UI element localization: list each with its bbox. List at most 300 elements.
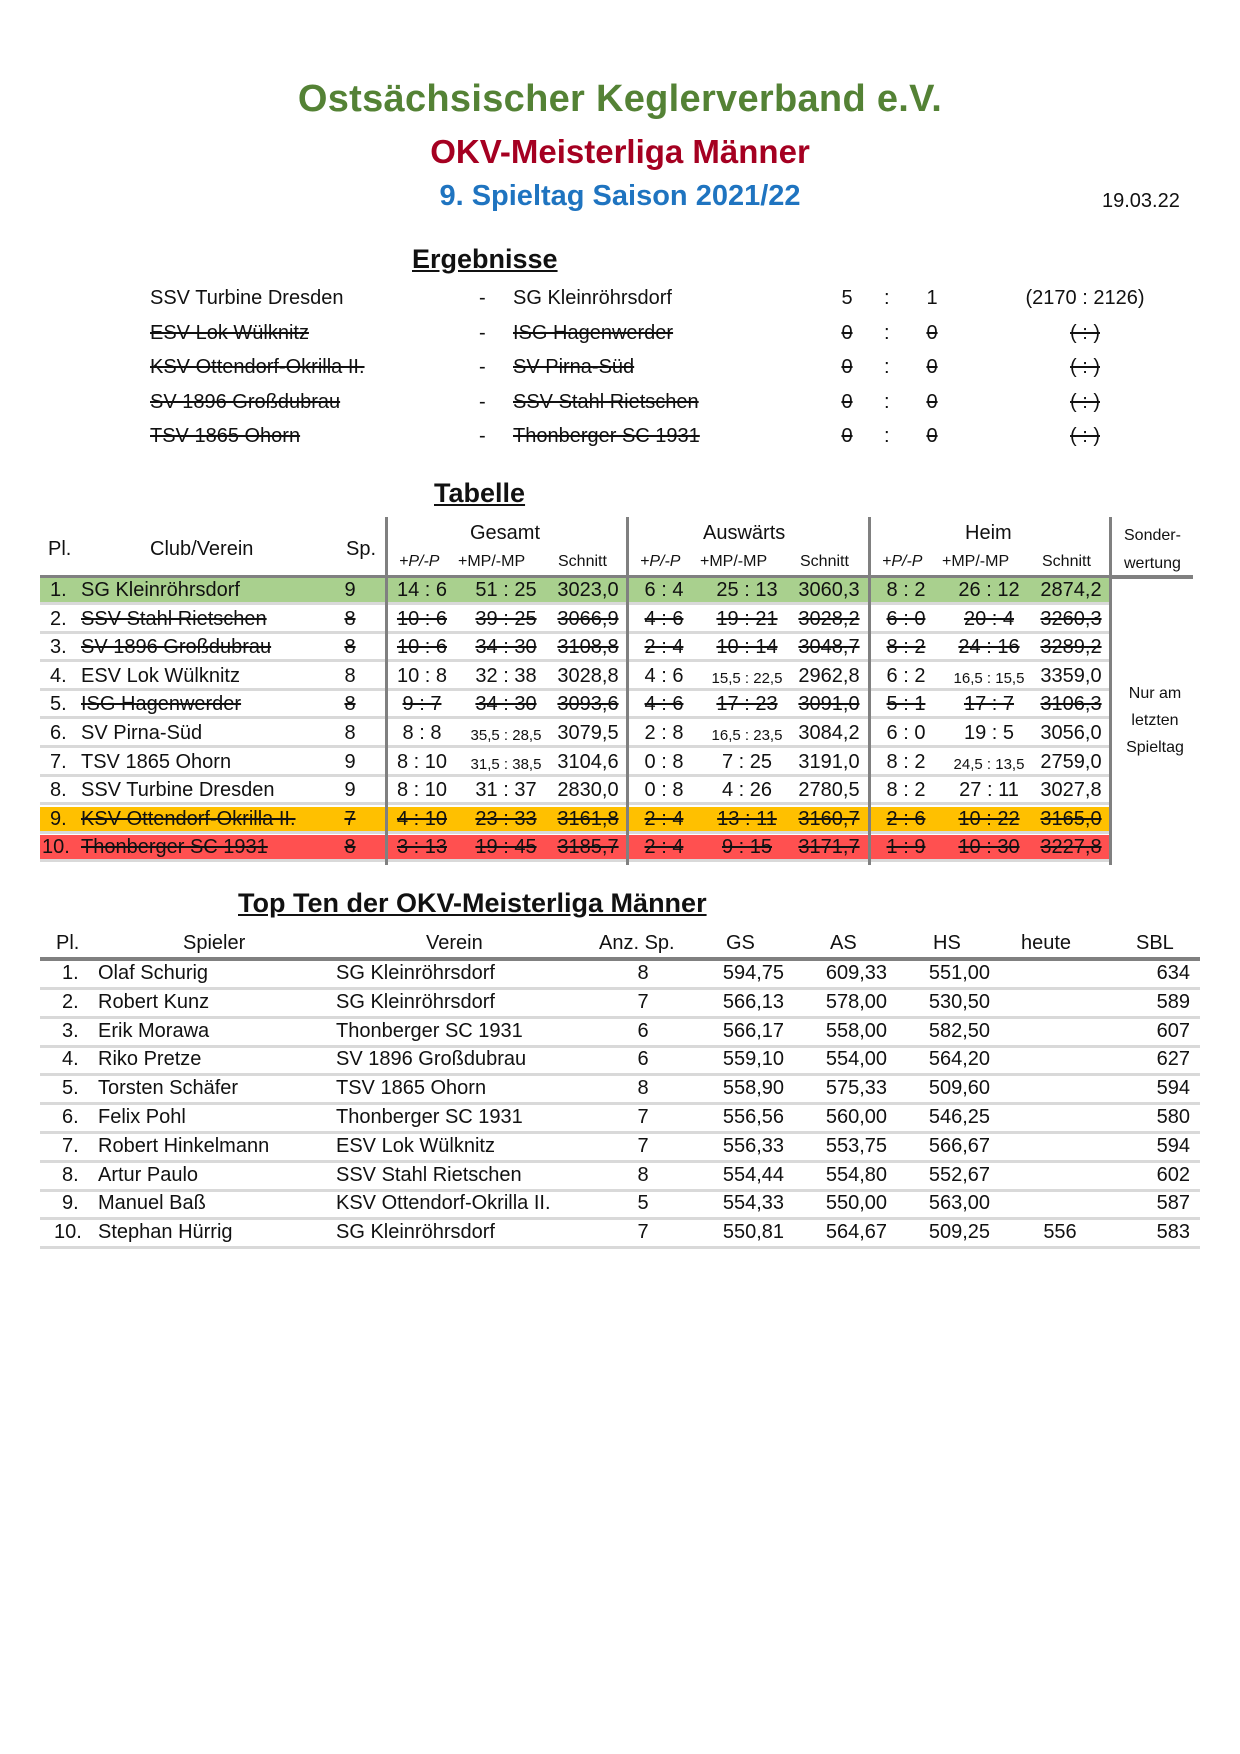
player-sbl: 594 xyxy=(1156,1077,1190,1100)
col-gesamt: Gesamt xyxy=(470,522,541,544)
home-team: KSV Ottendorf-Okrilla II. xyxy=(150,356,365,378)
home-score: 0 xyxy=(841,356,853,378)
cell-a-s: 3191,0 xyxy=(798,750,860,773)
cell-h-p: 2 : 6 xyxy=(886,807,926,830)
player-as: 609,33 xyxy=(825,962,887,984)
club-name: Thonberger SC 1931 xyxy=(81,836,268,859)
cell-a-p: 6 : 4 xyxy=(644,579,684,601)
club-name: SV 1896 Großdubrau xyxy=(81,636,272,659)
rank: 1. xyxy=(50,579,67,601)
cell-a-p: 2 : 8 xyxy=(644,722,684,744)
cell-g-mp: 31,5 : 38,5 xyxy=(470,755,542,773)
home-team: TSV 1865 Ohorn xyxy=(150,425,301,447)
player-rank: 1. xyxy=(62,962,79,984)
sonder-note-line: letzten xyxy=(1131,712,1179,729)
standings-row xyxy=(40,835,1109,862)
player-hs: 509,60 xyxy=(928,1077,990,1100)
player-rank: 8. xyxy=(62,1163,79,1186)
cell-a-p: 0 : 8 xyxy=(644,750,684,773)
club-name: SG Kleinröhrsdorf xyxy=(81,579,240,601)
player-name: Robert Hinkelmann xyxy=(98,1134,270,1157)
cell-a-mp: 9 : 15 xyxy=(721,836,773,859)
cell-a-mp: 7 : 25 xyxy=(721,750,773,773)
result-row xyxy=(0,322,1240,356)
player-as: 550,00 xyxy=(825,1192,887,1215)
cell-g-s: 3108,8 xyxy=(557,636,619,659)
player-name: Riko Pretze xyxy=(98,1048,202,1071)
player-sbl: 587 xyxy=(1156,1192,1190,1215)
player-club: TSV 1865 Ohorn xyxy=(336,1077,487,1100)
cell-h-p: 8 : 2 xyxy=(886,636,926,659)
club-name: ESV Lok Wülknitz xyxy=(81,664,240,687)
col-heute: heute xyxy=(1021,932,1072,954)
player-games: 7 xyxy=(637,1134,649,1157)
player-club: SSV Stahl Rietschen xyxy=(336,1163,522,1186)
player-rank: 5. xyxy=(62,1077,79,1100)
cell-a-mp: 10 : 14 xyxy=(716,636,778,659)
col-pl: Pl. xyxy=(56,932,80,954)
cell-g-mp: 34 : 30 xyxy=(475,636,537,659)
games-played: 9 xyxy=(344,750,356,773)
cell-g-p: 10 : 6 xyxy=(396,607,448,630)
player-games: 5 xyxy=(637,1192,649,1215)
cell-h-mp: 20 : 4 xyxy=(963,607,1015,630)
cell-a-p: 4 : 6 xyxy=(644,664,684,687)
player-row xyxy=(40,1163,1200,1192)
player-games: 6 xyxy=(637,1019,649,1042)
rank: 9. xyxy=(50,807,67,830)
col-a-mp: +MP/-MP xyxy=(700,553,768,570)
rank: 7. xyxy=(50,750,67,773)
player-gs: 566,13 xyxy=(722,990,784,1013)
cell-g-p: 3 : 13 xyxy=(396,836,448,859)
col-hs: HS xyxy=(933,932,961,954)
standings-row xyxy=(40,607,1109,634)
player-sbl: 627 xyxy=(1156,1048,1190,1071)
away-score: 0 xyxy=(926,356,938,378)
player-name: Manuel Baß xyxy=(98,1192,206,1215)
cell-h-p: 5 : 1 xyxy=(886,693,926,716)
standings-row xyxy=(40,692,1109,719)
cell-a-s: 3171,7 xyxy=(798,836,860,859)
cell-a-mp: 15,5 : 22,5 xyxy=(711,669,783,687)
cell-h-p: 8 : 2 xyxy=(886,579,926,601)
player-hs: 552,67 xyxy=(928,1163,990,1186)
away-score: 0 xyxy=(926,390,938,413)
player-gs: 550,81 xyxy=(722,1221,784,1244)
player-gs: 554,44 xyxy=(722,1163,784,1186)
standings-row xyxy=(40,807,1109,834)
col-h-mp: +MP/-MP xyxy=(942,553,1010,570)
col-sbl: SBL xyxy=(1136,932,1174,954)
away-score: 0 xyxy=(926,425,938,447)
score-colon: : xyxy=(884,356,890,378)
topten-heading: Top Ten der OKV-Meisterliga Männer xyxy=(238,888,707,918)
standings-row xyxy=(40,664,1109,691)
player-as: 554,80 xyxy=(825,1163,887,1186)
player-row xyxy=(40,1047,1200,1076)
home-score: 0 xyxy=(841,321,853,344)
player-today: 556 xyxy=(1043,1221,1077,1244)
col-h-schnitt: Schnitt xyxy=(1042,553,1091,570)
club-name: ISG Hagenwerder xyxy=(81,693,242,716)
cell-a-s: 3091,0 xyxy=(798,693,860,716)
player-hs: 530,50 xyxy=(928,990,990,1013)
player-hs: 564,20 xyxy=(928,1048,990,1071)
player-games: 6 xyxy=(637,1048,649,1071)
player-sbl: 634 xyxy=(1156,962,1190,984)
cell-h-s: 3027,8 xyxy=(1040,779,1102,802)
player-sbl: 602 xyxy=(1156,1163,1190,1186)
rank: 2. xyxy=(50,607,67,630)
player-row xyxy=(40,1134,1200,1163)
away-score: 1 xyxy=(926,287,938,309)
pins-result: ( : ) xyxy=(1070,321,1100,344)
cell-h-s: 3106,3 xyxy=(1040,693,1102,716)
cell-a-mp: 16,5 : 23,5 xyxy=(711,727,783,744)
score-colon: : xyxy=(884,425,890,447)
player-club: Thonberger SC 1931 xyxy=(336,1019,523,1042)
table-heading: Tabelle xyxy=(434,478,526,508)
score-colon: : xyxy=(884,390,890,413)
player-sbl: 580 xyxy=(1156,1106,1190,1128)
cell-h-mp: 24 : 16 xyxy=(958,636,1020,659)
player-as: 578,00 xyxy=(825,990,887,1013)
player-club: ESV Lok Wülknitz xyxy=(336,1134,495,1157)
cell-a-mp: 17 : 23 xyxy=(716,693,778,716)
sonder-note-line: Spieltag xyxy=(1126,739,1184,756)
games-played: 8 xyxy=(344,722,356,744)
sonder-note-line: Nur am xyxy=(1128,685,1182,702)
col-anz: Anz. Sp. xyxy=(599,932,675,954)
col-as: AS xyxy=(830,932,857,954)
cell-g-s: 3093,6 xyxy=(557,693,619,716)
cell-h-p: 6 : 0 xyxy=(886,722,926,744)
cell-a-mp: 4 : 26 xyxy=(721,779,773,802)
result-row xyxy=(0,425,1240,459)
cell-g-s: 3023,0 xyxy=(557,579,619,601)
cell-g-s: 3028,8 xyxy=(557,664,619,687)
player-as: 553,75 xyxy=(825,1134,887,1157)
pins-result: ( : ) xyxy=(1070,425,1100,447)
cell-h-s: 3289,2 xyxy=(1040,636,1102,659)
player-as: 554,00 xyxy=(825,1048,887,1071)
match-separator: - xyxy=(479,390,486,413)
player-gs: 556,56 xyxy=(722,1106,784,1128)
player-gs: 556,33 xyxy=(722,1134,784,1157)
player-rank: 10. xyxy=(54,1221,82,1244)
cell-g-p: 8 : 8 xyxy=(402,722,442,744)
away-team: Thonberger SC 1931 xyxy=(513,425,700,447)
cell-h-s: 3056,0 xyxy=(1040,722,1102,744)
col-g-mp: +MP/-MP xyxy=(458,553,526,570)
cell-a-s: 3160,7 xyxy=(798,807,860,830)
standings-row xyxy=(40,635,1109,662)
sonder-note xyxy=(1112,680,1198,761)
result-row xyxy=(0,356,1240,390)
cell-g-p: 4 : 10 xyxy=(396,807,448,830)
cell-h-s: 3165,0 xyxy=(1040,807,1102,830)
pins-result: ( : ) xyxy=(1070,390,1100,413)
cell-g-mp: 31 : 37 xyxy=(475,779,537,802)
player-rank: 2. xyxy=(62,990,79,1013)
cell-a-p: 2 : 4 xyxy=(644,807,684,830)
standings-row xyxy=(40,721,1109,748)
home-score: 0 xyxy=(841,425,853,447)
match-separator: - xyxy=(479,425,486,447)
rank: 10. xyxy=(42,836,70,859)
player-name: Felix Pohl xyxy=(98,1106,186,1128)
cell-h-mp: 27 : 11 xyxy=(959,779,1019,802)
cell-h-mp: 17 : 7 xyxy=(963,693,1015,716)
col-club: Club/Verein xyxy=(150,538,254,560)
cell-h-mp: 19 : 5 xyxy=(963,722,1015,744)
player-row xyxy=(40,1076,1200,1105)
player-gs: 558,90 xyxy=(722,1077,784,1100)
cell-h-p: 8 : 2 xyxy=(886,750,926,773)
home-team: ESV Lok Wülknitz xyxy=(150,321,309,344)
cell-g-s: 2830,0 xyxy=(557,779,619,802)
score-colon: : xyxy=(884,321,890,344)
player-games: 8 xyxy=(637,1163,649,1186)
home-score: 5 xyxy=(841,287,853,309)
player-name: Olaf Schurig xyxy=(98,962,209,984)
cell-h-mp: 26 : 12 xyxy=(958,579,1020,601)
cell-a-s: 2962,8 xyxy=(798,664,860,687)
rank: 6. xyxy=(50,722,67,744)
games-played: 8 xyxy=(344,607,356,630)
cell-h-s: 3227,8 xyxy=(1040,836,1102,859)
player-rank: 9. xyxy=(62,1192,79,1215)
player-row xyxy=(40,1019,1200,1048)
divider-heim xyxy=(868,517,871,865)
rank: 5. xyxy=(50,693,67,716)
player-rank: 3. xyxy=(62,1019,79,1042)
cell-a-mp: 25 : 13 xyxy=(716,579,778,601)
player-sbl: 589 xyxy=(1156,990,1190,1013)
player-name: Stephan Hürrig xyxy=(98,1221,233,1244)
player-as: 575,33 xyxy=(825,1077,887,1100)
results-heading: Ergebnisse xyxy=(412,244,558,274)
cell-h-mp: 10 : 30 xyxy=(958,836,1020,859)
player-club: SG Kleinröhrsdorf xyxy=(336,990,495,1013)
player-rank: 7. xyxy=(62,1134,79,1157)
cell-a-s: 3028,2 xyxy=(798,607,860,630)
cell-a-mp: 19 : 21 xyxy=(716,607,778,630)
cell-a-s: 3048,7 xyxy=(798,636,860,659)
cell-a-s: 3060,3 xyxy=(798,579,860,601)
player-gs: 559,10 xyxy=(722,1048,784,1071)
cell-h-mp: 24,5 : 13,5 xyxy=(953,755,1025,773)
player-gs: 566,17 xyxy=(722,1019,784,1042)
away-team: SSV Stahl Rietschen xyxy=(513,390,699,413)
home-team: SSV Turbine Dresden xyxy=(150,287,344,309)
player-row xyxy=(40,1191,1200,1220)
cell-a-mp: 13 : 11 xyxy=(717,807,777,830)
pins-result: (2170 : 2126) xyxy=(1025,287,1145,309)
games-played: 9 xyxy=(344,579,356,601)
games-played: 8 xyxy=(344,664,356,687)
cell-g-s: 3104,6 xyxy=(557,750,619,773)
col-sp: Sp. xyxy=(346,538,377,560)
cell-g-s: 3066,9 xyxy=(557,607,619,630)
result-row xyxy=(0,287,1240,321)
player-sbl: 583 xyxy=(1156,1221,1190,1244)
cell-h-s: 2759,0 xyxy=(1040,750,1102,773)
player-rank: 4. xyxy=(62,1048,79,1071)
standings-row xyxy=(40,750,1109,777)
pins-result: ( : ) xyxy=(1070,356,1100,378)
away-score: 0 xyxy=(926,321,938,344)
cell-g-p: 10 : 6 xyxy=(396,636,448,659)
player-name: Erik Morawa xyxy=(98,1019,210,1042)
home-team: SV 1896 Großdubrau xyxy=(150,390,341,413)
col-g-p: +P/-P xyxy=(399,553,440,570)
cell-g-mp: 32 : 38 xyxy=(475,664,537,687)
match-separator: - xyxy=(479,321,486,344)
cell-g-p: 14 : 6 xyxy=(396,579,448,601)
cell-a-p: 4 : 6 xyxy=(644,693,684,716)
player-name: Artur Paulo xyxy=(98,1163,199,1186)
cell-g-s: 3161,8 xyxy=(557,807,619,830)
cell-h-s: 3260,3 xyxy=(1040,607,1102,630)
cell-a-p: 2 : 4 xyxy=(644,636,684,659)
away-team: SG Kleinröhrsdorf xyxy=(513,287,672,309)
result-row xyxy=(0,391,1240,425)
cell-g-s: 3079,5 xyxy=(557,722,619,744)
match-separator: - xyxy=(479,356,486,378)
cell-h-p: 6 : 2 xyxy=(886,664,926,687)
player-hs: 566,67 xyxy=(928,1134,990,1157)
matchday-title: 9. Spieltag Saison 2021/22 xyxy=(439,180,801,212)
player-gs: 594,75 xyxy=(722,962,784,984)
cell-g-mp: 23 : 33 xyxy=(475,807,537,830)
col-h-p: +P/-P xyxy=(882,553,923,570)
col-g-schnitt: Schnitt xyxy=(558,553,607,570)
club-name: TSV 1865 Ohorn xyxy=(81,750,232,773)
player-hs: 509,25 xyxy=(928,1221,990,1244)
player-row xyxy=(40,1220,1200,1249)
cell-g-p: 10 : 8 xyxy=(396,664,448,687)
col-gs: GS xyxy=(726,932,755,954)
player-hs: 546,25 xyxy=(928,1106,990,1128)
cell-h-s: 2874,2 xyxy=(1040,579,1102,601)
club-name: SSV Turbine Dresden xyxy=(81,779,275,802)
away-team: SV Pirna-Süd xyxy=(513,356,635,378)
player-row xyxy=(40,961,1200,990)
cell-h-p: 8 : 2 xyxy=(886,779,926,802)
player-games: 7 xyxy=(637,1106,649,1128)
cell-a-s: 2780,5 xyxy=(798,779,860,802)
score-colon: : xyxy=(884,287,890,309)
org-title: Ostsächsischer Keglerverband e.V. xyxy=(297,78,943,120)
player-sbl: 594 xyxy=(1156,1134,1190,1157)
player-hs: 563,00 xyxy=(928,1192,990,1215)
date-label: 19.03.22 xyxy=(1102,190,1180,212)
player-name: Torsten Schäfer xyxy=(98,1077,239,1100)
rank: 8. xyxy=(50,779,67,802)
cell-a-p: 2 : 4 xyxy=(644,836,684,859)
player-name: Robert Kunz xyxy=(98,990,210,1013)
match-separator: - xyxy=(479,287,486,309)
player-hs: 582,50 xyxy=(928,1019,990,1042)
col-a-p: +P/-P xyxy=(640,553,681,570)
away-team: ISG Hagenwerder xyxy=(513,321,674,344)
player-sbl: 607 xyxy=(1156,1019,1190,1042)
col-pl: Pl. xyxy=(48,538,72,560)
cell-g-s: 3185,7 xyxy=(557,836,619,859)
games-played: 8 xyxy=(344,693,356,716)
player-club: SV 1896 Großdubrau xyxy=(336,1048,527,1071)
player-rank: 6. xyxy=(62,1106,79,1128)
player-club: KSV Ottendorf-Okrilla II. xyxy=(336,1192,551,1215)
cell-g-mp: 51 : 25 xyxy=(475,579,537,601)
player-games: 7 xyxy=(637,1221,649,1244)
col-a-schnitt: Schnitt xyxy=(800,553,849,570)
player-games: 7 xyxy=(637,990,649,1013)
player-games: 8 xyxy=(637,1077,649,1100)
rank: 4. xyxy=(50,664,67,687)
cell-g-p: 8 : 10 xyxy=(396,779,448,802)
player-hs: 551,00 xyxy=(928,962,990,984)
club-name: SSV Stahl Rietschen xyxy=(81,607,267,630)
cell-h-p: 1 : 9 xyxy=(886,836,926,859)
cell-h-p: 6 : 0 xyxy=(886,607,926,630)
player-club: SG Kleinröhrsdorf xyxy=(336,962,495,984)
cell-g-p: 9 : 7 xyxy=(402,693,442,716)
home-score: 0 xyxy=(841,390,853,413)
cell-a-s: 3084,2 xyxy=(798,722,860,744)
standings-row xyxy=(40,778,1109,805)
standings-row xyxy=(40,578,1109,605)
cell-g-p: 8 : 10 xyxy=(396,750,448,773)
col-spieler: Spieler xyxy=(183,932,246,954)
cell-h-mp: 16,5 : 15,5 xyxy=(953,669,1025,687)
player-as: 558,00 xyxy=(825,1019,887,1042)
player-games: 8 xyxy=(637,962,649,984)
col-verein: Verein xyxy=(426,932,483,954)
player-club: SG Kleinröhrsdorf xyxy=(336,1221,495,1244)
cell-a-p: 0 : 8 xyxy=(644,779,684,802)
player-as: 564,67 xyxy=(825,1221,887,1244)
player-row xyxy=(40,1105,1200,1134)
divider-gesamt xyxy=(385,517,388,865)
games-played: 8 xyxy=(344,636,356,659)
player-club: Thonberger SC 1931 xyxy=(336,1106,523,1128)
col-sonder-1: Sonder- xyxy=(1124,527,1181,544)
club-name: KSV Ottendorf-Okrilla II. xyxy=(81,807,296,830)
games-played: 8 xyxy=(344,836,356,859)
cell-h-mp: 10 : 22 xyxy=(958,807,1020,830)
rank: 3. xyxy=(50,636,67,659)
col-sonder-2: wertung xyxy=(1124,555,1181,572)
cell-g-mp: 39 : 25 xyxy=(475,607,537,630)
col-heim: Heim xyxy=(965,522,1012,544)
games-played: 9 xyxy=(344,779,356,802)
col-auswaerts: Auswärts xyxy=(703,522,786,544)
player-as: 560,00 xyxy=(825,1106,887,1128)
cell-a-p: 4 : 6 xyxy=(644,607,684,630)
cell-g-mp: 19 : 45 xyxy=(475,836,537,859)
cell-h-s: 3359,0 xyxy=(1040,664,1102,687)
player-row xyxy=(40,990,1200,1019)
player-gs: 554,33 xyxy=(722,1192,784,1215)
club-name: SV Pirna-Süd xyxy=(81,722,203,744)
divider-auswaerts xyxy=(626,517,629,865)
cell-g-mp: 35,5 : 28,5 xyxy=(470,727,542,744)
games-played: 7 xyxy=(344,807,356,830)
cell-g-mp: 34 : 30 xyxy=(475,693,537,716)
